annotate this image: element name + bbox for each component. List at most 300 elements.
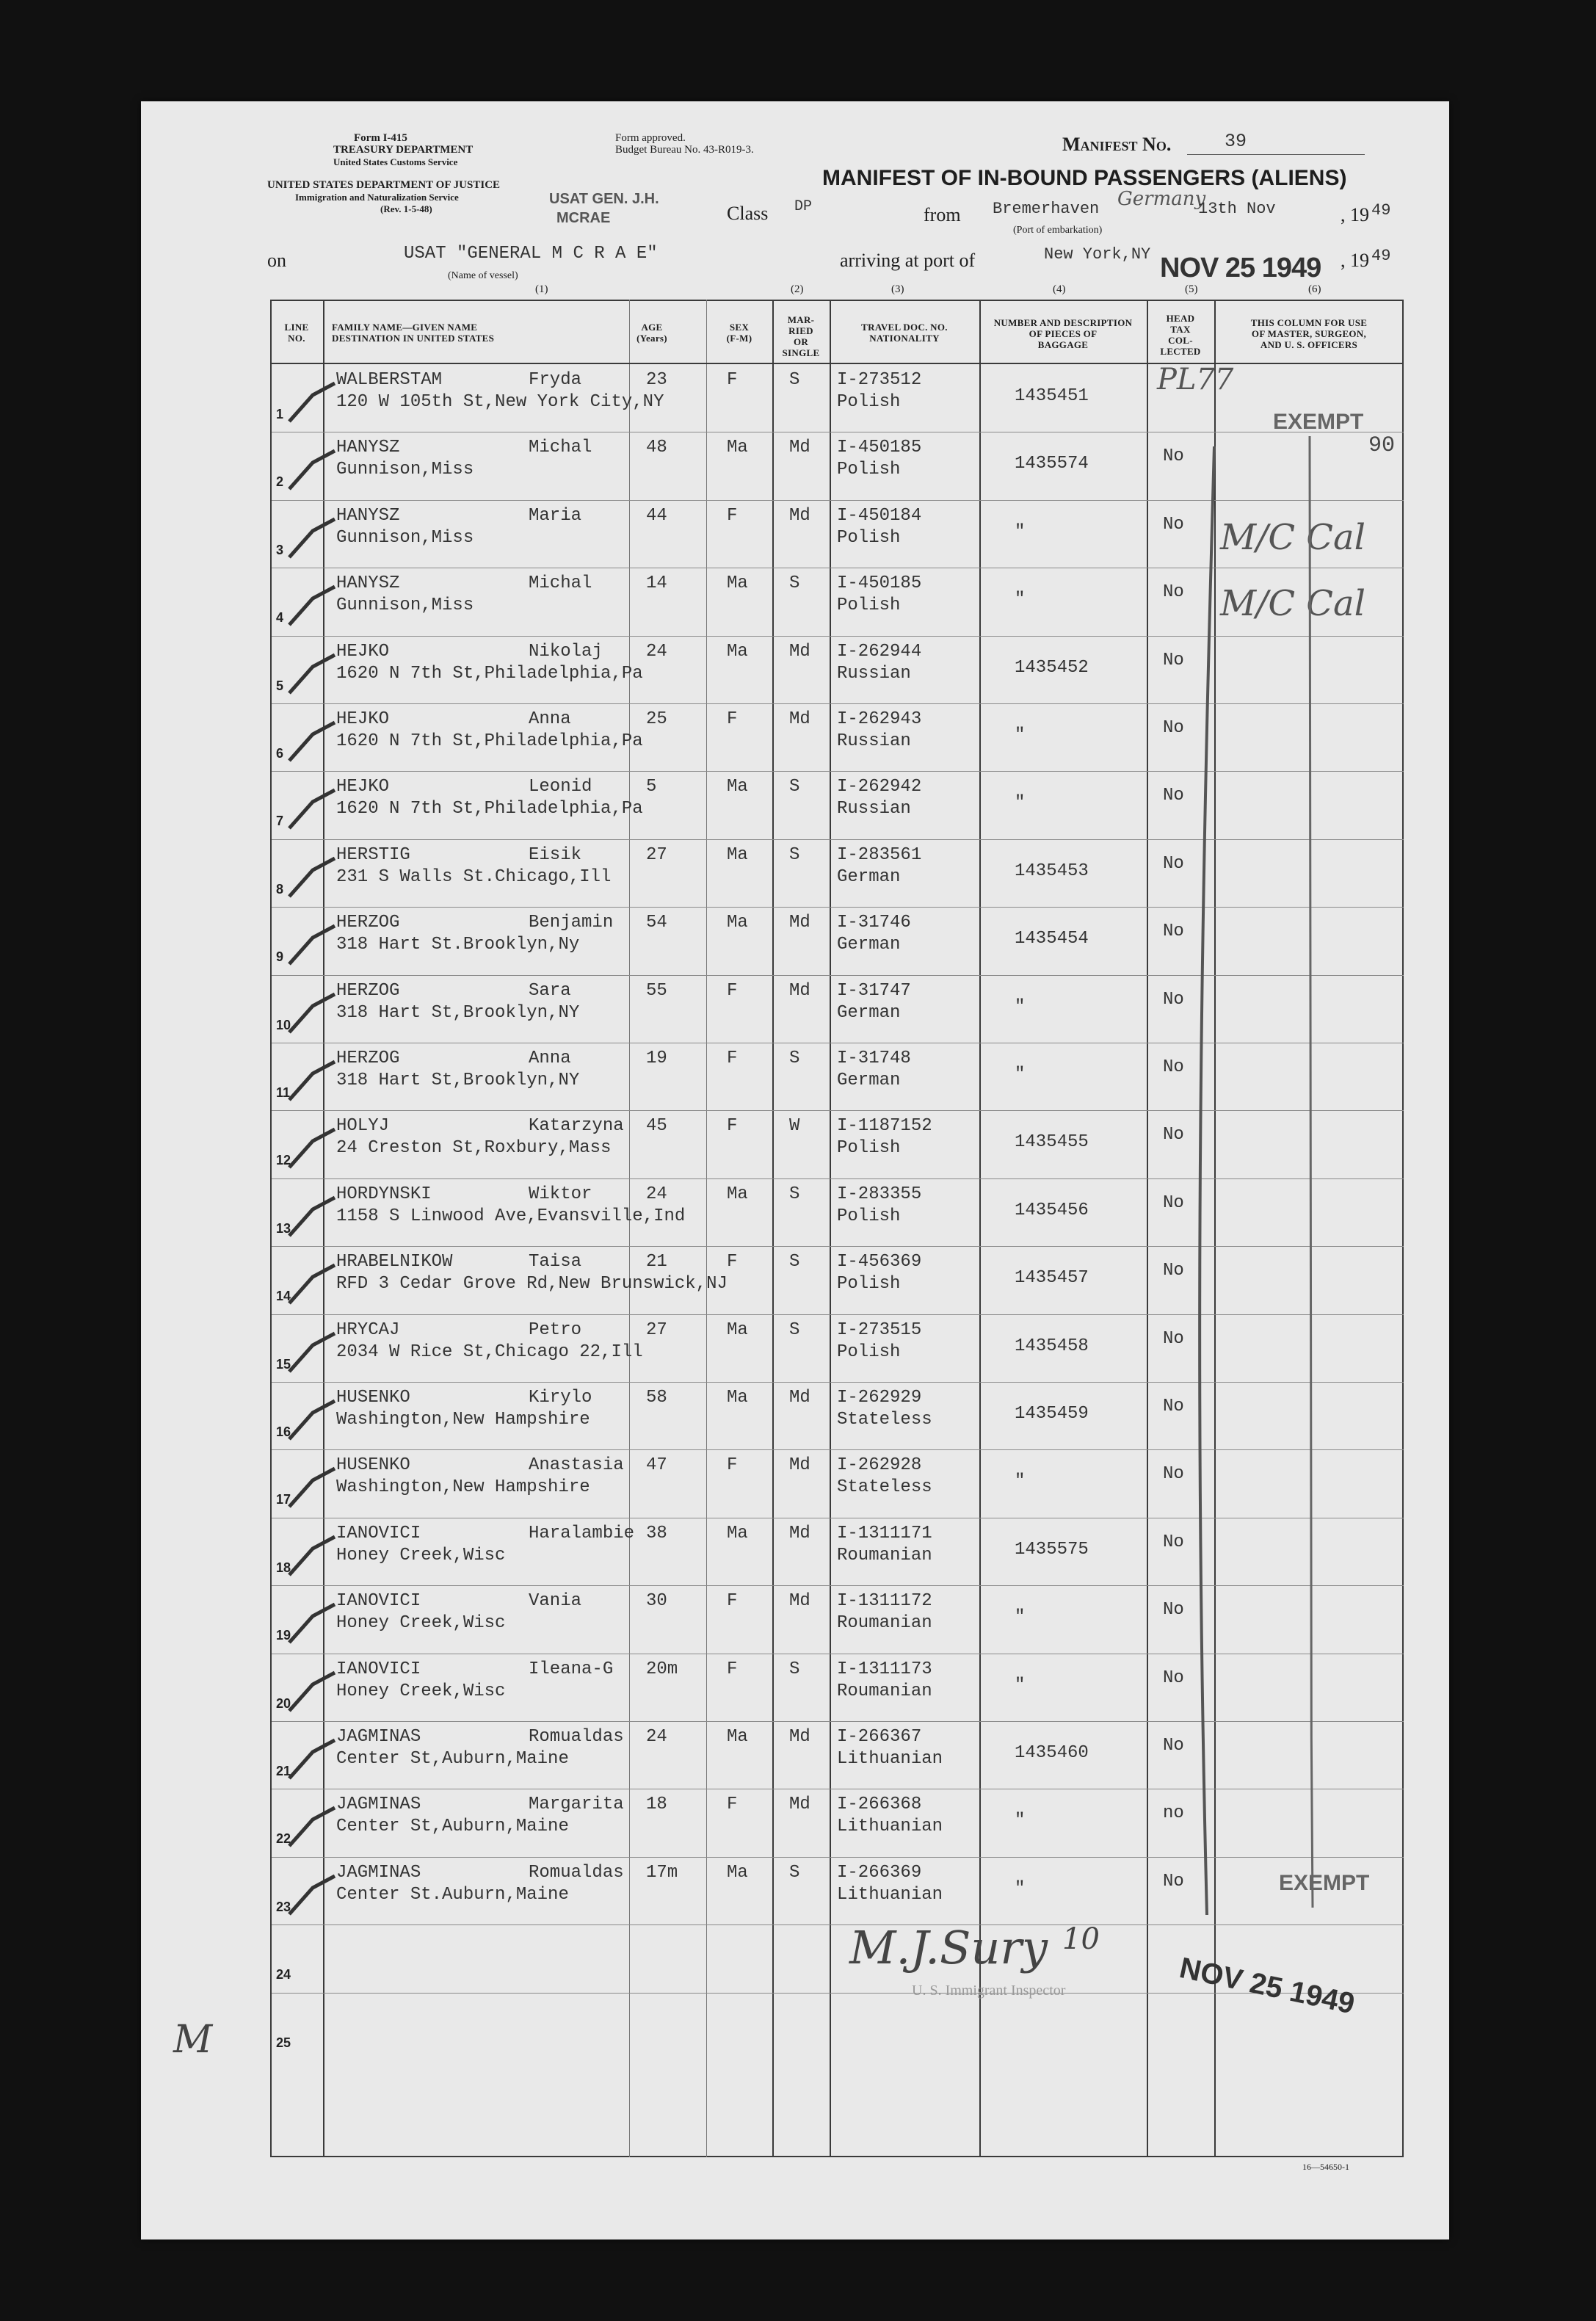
surname: HERSTIG (336, 844, 410, 865)
nationality: Russian (837, 731, 911, 751)
table-row (272, 1789, 1404, 1856)
surname: HANYSZ (336, 573, 400, 594)
sex: F (727, 1116, 738, 1137)
port-embarkation-caption: (Port of embarkation) (1013, 225, 1103, 236)
table-row (272, 1721, 1404, 1789)
nationality: Roumanian (837, 1545, 932, 1565)
destination: Center St.Auburn,Maine (336, 1884, 569, 1905)
nationality: Stateless (837, 1410, 932, 1430)
age: 24 (646, 1184, 667, 1204)
pencil-check-mark (286, 1600, 338, 1644)
col-age: AGE (Years) (636, 322, 667, 344)
sex: Ma (727, 1727, 748, 1747)
pencil-check-mark (286, 990, 338, 1034)
travel-doc-no: I-262928 (837, 1455, 922, 1476)
col-name: FAMILY NAME—GIVEN NAME DESTINATION IN UNITED STATES (332, 322, 495, 344)
baggage: " (1015, 521, 1026, 542)
baggage: 1435460 (1015, 1743, 1089, 1763)
given-name: Michal (529, 573, 592, 594)
table-row (272, 1449, 1404, 1517)
head-tax: No (1163, 921, 1184, 942)
pencil-check-mark (286, 786, 338, 830)
baggage: " (1015, 1811, 1026, 1831)
age: 55 (646, 980, 667, 1001)
given-name: Eisik (529, 844, 582, 865)
surname: IANOVICI (336, 1659, 421, 1679)
sailing-date: 13th Nov (1198, 200, 1276, 218)
line-number: 13 (276, 1220, 291, 1236)
pencil-check-mark (286, 515, 338, 559)
travel-doc-no: I-266369 (837, 1862, 922, 1883)
surname: HUSENKO (336, 1388, 410, 1408)
baggage: " (1015, 1065, 1026, 1085)
surname: JAGMINAS (336, 1727, 421, 1747)
baggage: " (1015, 590, 1026, 610)
col-head-tax: HEAD TAX COL- LECTED (1160, 313, 1201, 357)
form-footer-code: 16—54650-1 (1302, 2162, 1349, 2172)
head-tax: No (1163, 1192, 1184, 1213)
surname: JAGMINAS (336, 1795, 421, 1815)
baggage: " (1015, 996, 1026, 1017)
baggage: 1435457 (1015, 1268, 1089, 1289)
given-name: Haralambie (529, 1523, 635, 1543)
pencil-check-mark (286, 1397, 338, 1441)
baggage: 1435452 (1015, 657, 1089, 678)
marital-status: Md (789, 980, 810, 1001)
baggage: 1435455 (1015, 1132, 1089, 1153)
age: 58 (646, 1388, 667, 1408)
age: 27 (646, 1319, 667, 1340)
justice-dept: UNITED STATES DEPARTMENT OF JUSTICE (267, 179, 501, 191)
head-tax: No (1163, 1328, 1184, 1349)
pencil-check-mark (286, 651, 338, 695)
table-row (272, 1857, 1404, 1924)
nationality: German (837, 1002, 901, 1023)
baggage: " (1015, 1878, 1026, 1899)
line-number: 25 (276, 2035, 291, 2050)
port-embarkation-handwritten: Germany (1117, 188, 1206, 210)
table-row (272, 432, 1404, 499)
destination: 2034 W Rice St,Chicago 22,Ill (336, 1341, 643, 1362)
travel-doc-no: I-456369 (837, 1252, 922, 1272)
table-row (272, 975, 1404, 1043)
table-row (272, 907, 1404, 974)
arriving-label: arriving at port of (840, 250, 976, 271)
given-name: Romualdas (529, 1862, 624, 1883)
nationality: Polish (837, 392, 901, 412)
given-name: Anna (529, 1049, 571, 1068)
marital-status: S (789, 1319, 800, 1340)
vessel-name: USAT "GENERAL M C R A E" (404, 244, 658, 264)
nationality: Polish (837, 527, 901, 548)
marital-status: Md (789, 913, 810, 933)
travel-doc-no: I-450185 (837, 573, 922, 594)
marital-status: S (789, 1252, 800, 1272)
destination: Center St,Auburn,Maine (336, 1817, 569, 1837)
sex: Ma (727, 913, 748, 933)
head-tax: No (1163, 1261, 1184, 1281)
given-name: Taisa (529, 1252, 582, 1272)
nationality: Roumanian (837, 1681, 932, 1701)
sex: F (727, 370, 738, 390)
destination: Honey Creek,Wisc (336, 1545, 506, 1565)
marital-status: Md (789, 1523, 810, 1543)
table-row-empty (272, 1993, 1404, 2060)
line-number: 18 (276, 1560, 291, 1575)
baggage: " (1015, 1675, 1026, 1695)
pencil-check-mark (286, 718, 338, 762)
ins-service: Immigration and Naturalization Service (295, 192, 459, 203)
baggage: 1435574 (1015, 454, 1089, 474)
surname: HERZOG (336, 1049, 400, 1068)
age: 5 (646, 777, 657, 797)
travel-doc-no: I-1311173 (837, 1659, 932, 1679)
baggage: 1435454 (1015, 929, 1089, 949)
line-number: 3 (276, 542, 284, 557)
sex: Ma (727, 1319, 748, 1340)
age: 23 (646, 370, 667, 390)
customs-service: United States Customs Service (333, 156, 458, 167)
pencil-check-mark (286, 1464, 338, 1508)
travel-doc-no: I-262944 (837, 641, 922, 662)
destination: 1620 N 7th St,Philadelphia,Pa (336, 663, 643, 684)
pencil-check-mark (286, 1872, 338, 1916)
age: 30 (646, 1591, 667, 1612)
table-row (272, 636, 1404, 703)
nationality: Lithuanian (837, 1749, 943, 1769)
exempt-stamp-bottom: EXEMPT (1279, 1871, 1370, 1895)
surname: HUSENKO (336, 1455, 410, 1476)
destination: 1620 N 7th St,Philadelphia,Pa (336, 799, 643, 819)
head-tax: No (1163, 1871, 1184, 1891)
given-name: Petro (529, 1319, 582, 1340)
col-num-2: (2) (791, 283, 804, 295)
destination: 318 Hart St,Brooklyn,NY (336, 1002, 580, 1023)
year-label: , 19 (1341, 204, 1369, 225)
destination: 1620 N 7th St,Philadelphia,Pa (336, 731, 643, 751)
sex: F (727, 1591, 738, 1612)
col-num-3: (3) (891, 283, 904, 295)
sex: Ma (727, 573, 748, 594)
table-row (272, 1178, 1404, 1246)
class-value: DP (794, 198, 813, 215)
nationality: Polish (837, 595, 901, 616)
age: 47 (646, 1455, 667, 1476)
marital-status: S (789, 1862, 800, 1883)
nationality: German (837, 1071, 901, 1090)
travel-doc-no: I-262942 (837, 777, 922, 797)
pencil-check-mark (286, 1532, 338, 1576)
surname: HANYSZ (336, 505, 400, 526)
line-number: 11 (276, 1085, 291, 1100)
marital-status: Md (789, 1795, 810, 1815)
sex: F (727, 1252, 738, 1272)
surname: JAGMINAS (336, 1862, 421, 1883)
line-number: 10 (276, 1017, 291, 1032)
baggage: " (1015, 725, 1026, 745)
destination: Honey Creek,Wisc (336, 1613, 506, 1634)
marital-status: Md (789, 1591, 810, 1612)
head-tax: No (1163, 1397, 1184, 1416)
destination: 318 Hart St.Brooklyn,Ny (336, 935, 580, 955)
surname: HOLYJ (336, 1116, 390, 1137)
line-number: 1 (276, 407, 284, 421)
line-number: 21 (276, 1764, 291, 1778)
surname: HERZOG (336, 913, 400, 933)
baggage: 1435575 (1015, 1539, 1089, 1560)
age: 54 (646, 913, 667, 933)
age: 27 (646, 844, 667, 865)
head-tax-handwritten: PL77 (1157, 363, 1234, 397)
table-row (272, 1043, 1404, 1110)
pencil-check-mark (286, 1329, 338, 1373)
travel-doc-no: I-266368 (837, 1795, 922, 1815)
surname: IANOVICI (336, 1523, 421, 1543)
destination: 1158 S Linwood Ave,Evansville,Ind (336, 1206, 686, 1226)
destination: Washington,New Hampshire (336, 1410, 590, 1430)
sex: Ma (727, 1523, 748, 1543)
marital-status: S (789, 1184, 800, 1204)
sex: Ma (727, 1184, 748, 1204)
sex: Ma (727, 777, 748, 797)
surname: HERZOG (336, 980, 400, 1001)
marital-status: S (789, 370, 800, 390)
travel-doc-no: I-262929 (837, 1388, 922, 1408)
baggage: 1435458 (1015, 1336, 1089, 1356)
head-tax: No (1163, 853, 1184, 874)
col-travel-doc: TRAVEL DOC. NO. NATIONALITY (861, 322, 948, 344)
table-row (272, 1382, 1404, 1449)
sex: Ma (727, 1388, 748, 1408)
port-embarkation: Bremerhaven (993, 200, 1100, 218)
destination: Washington,New Hampshire (336, 1477, 590, 1498)
destination: 318 Hart St,Brooklyn,NY (336, 1071, 580, 1090)
nationality: Russian (837, 663, 911, 684)
nationality: German (837, 935, 901, 955)
line-number: 24 (276, 1967, 291, 1983)
budget-bureau: Budget Bureau No. 43-R019-3. (615, 144, 754, 156)
travel-doc-no: I-283561 (837, 844, 922, 865)
age: 24 (646, 641, 667, 662)
travel-doc-no: I-1311172 (837, 1591, 932, 1612)
line-number: 7 (276, 814, 284, 829)
head-tax: No (1163, 1125, 1184, 1145)
col-num-1: (1) (535, 283, 548, 295)
given-name: Margarita (529, 1795, 624, 1815)
head-tax: No (1163, 1668, 1184, 1688)
table-row (272, 703, 1404, 771)
line-number: 2 (276, 474, 284, 490)
col-num-5: (5) (1185, 283, 1198, 295)
head-tax: No (1163, 1464, 1184, 1485)
marital-status: Md (789, 505, 810, 526)
baggage: 1435456 (1015, 1200, 1089, 1220)
manifest-no-label: Manifest No. (1062, 134, 1172, 155)
line-number: 23 (276, 1899, 291, 1914)
marital-status: Md (789, 1388, 810, 1408)
marital-status: Md (789, 1727, 810, 1747)
age: 44 (646, 505, 667, 526)
travel-doc-no: I-266367 (837, 1727, 922, 1747)
given-name: Maria (529, 505, 582, 526)
col-num-4: (4) (1053, 283, 1066, 295)
nationality: Stateless (837, 1477, 932, 1498)
travel-doc-no: I-1187152 (837, 1116, 932, 1137)
col-officers: THIS COLUMN FOR USE OF MASTER, SURGEON, AND U. S. OFFICERS (1250, 317, 1368, 350)
sex: Ma (727, 641, 748, 662)
pencil-check-mark (286, 1125, 338, 1169)
surname: HEJKO (336, 709, 390, 729)
age: 14 (646, 573, 667, 594)
year2-label: , 19 (1341, 250, 1369, 271)
head-tax: No (1163, 718, 1184, 738)
age: 25 (646, 709, 667, 729)
table-row (272, 1654, 1404, 1721)
age: 21 (646, 1252, 667, 1272)
age: 48 (646, 438, 667, 458)
head-tax: No (1163, 514, 1184, 535)
line-number: 17 (276, 1492, 291, 1507)
nationality: Polish (837, 1206, 901, 1226)
surname: HANYSZ (336, 438, 400, 458)
nationality: Polish (837, 1138, 901, 1159)
head-tax: No (1163, 582, 1184, 603)
baggage: 1435453 (1015, 861, 1089, 881)
line-number: 12 (276, 1153, 291, 1168)
line-number: 16 (276, 1424, 291, 1439)
baggage: 1435459 (1015, 1404, 1089, 1424)
inspector-caption: U. S. Immigrant Inspector (912, 1983, 1066, 1999)
destination: Gunnison,Miss (336, 527, 474, 548)
baggage: " (1015, 1607, 1026, 1628)
class-label: Class (727, 203, 769, 224)
given-name: Wiktor (529, 1184, 592, 1204)
age: 45 (646, 1116, 667, 1137)
marital-status: S (789, 573, 800, 594)
inspection-date-stamp: NOV 25 1949 (1176, 1952, 1358, 2021)
year2-value: 49 (1371, 247, 1391, 265)
arrival-date-stamp: NOV 25 1949 (1160, 253, 1321, 283)
surname: HRABELNIKOW (336, 1252, 453, 1272)
table-row (272, 1110, 1404, 1178)
marital-status: Md (789, 709, 810, 729)
line-number: 8 (276, 881, 284, 897)
nationality: Polish (837, 460, 901, 480)
age: 19 (646, 1049, 667, 1068)
table-row (272, 1246, 1404, 1314)
given-name: Katarzyna (529, 1116, 624, 1137)
travel-doc-no: I-273515 (837, 1319, 922, 1340)
table-row (272, 364, 1404, 432)
travel-doc-no: I-31748 (837, 1049, 911, 1068)
revision: (Rev. 1-5-48) (380, 203, 432, 214)
sex: Ma (727, 1862, 748, 1883)
pencil-check-mark (286, 379, 338, 423)
travel-doc-no: I-273512 (837, 370, 922, 390)
marital-status: S (789, 844, 800, 865)
head-tax: no (1163, 1803, 1184, 1824)
surname: HEJKO (336, 777, 390, 797)
nationality: Lithuanian (837, 1884, 943, 1905)
nationality: Polish (837, 1341, 901, 1362)
mc-cal-handwritten: M/C Cal (1220, 517, 1365, 558)
destination: 231 S Walls St.Chicago,Ill (336, 866, 612, 887)
surname: HEJKO (336, 641, 390, 662)
from-label: from (924, 204, 961, 225)
destination: Center St,Auburn,Maine (336, 1749, 569, 1769)
line-number: 4 (276, 610, 284, 626)
treasury-dept: TREASURY DEPARTMENT (333, 144, 474, 156)
mc-cal-handwritten-2: M/C Cal (1220, 583, 1365, 624)
sex: F (727, 980, 738, 1001)
manifest-page (141, 101, 1449, 2239)
arrival-port: New York,NY (1044, 245, 1151, 264)
given-name: Nikolaj (529, 641, 603, 662)
vessel-caption: (Name of vessel) (448, 270, 518, 281)
pencil-check-mark (286, 446, 338, 490)
marital-status: Md (789, 438, 810, 458)
col-line: LINE NO. (284, 322, 309, 344)
col-sex: SEX (F-M) (726, 322, 752, 344)
given-name: Benjamin (529, 913, 614, 933)
pencil-check-mark (286, 1057, 338, 1101)
given-name: Fryda (529, 370, 582, 390)
nationality: Russian (837, 799, 911, 819)
age: 18 (646, 1795, 667, 1815)
sex: F (727, 505, 738, 526)
given-name: Anna (529, 709, 571, 729)
surname: HORDYNSKI (336, 1184, 432, 1204)
baggage: " (1015, 1471, 1026, 1492)
marital-status: S (789, 777, 800, 797)
head-tax: No (1163, 1057, 1184, 1077)
age: 17m (646, 1862, 678, 1883)
table-row (272, 1518, 1404, 1585)
surname: WALBERSTAM (336, 370, 443, 390)
travel-doc-no: I-450184 (837, 505, 922, 526)
table-row (272, 1314, 1404, 1382)
sex: F (727, 1659, 738, 1679)
ship-stamp-2: MCRAE (556, 210, 611, 226)
pencil-check-mark (286, 1736, 338, 1780)
pencil-check-mark (286, 1668, 338, 1712)
travel-doc-no: I-450185 (837, 438, 922, 458)
nationality: Roumanian (837, 1613, 932, 1634)
marital-status: S (789, 1049, 800, 1068)
destination: 120 W 105th St,New York City,NY (336, 392, 664, 412)
margin-mark: M (173, 2018, 213, 2062)
sex: Ma (727, 438, 748, 458)
sex: F (727, 709, 738, 729)
given-name: Anastasia (529, 1455, 624, 1476)
baggage: " (1015, 793, 1026, 814)
head-tax: No (1163, 786, 1184, 806)
destination: 24 Creston St,Roxbury,Mass (336, 1138, 612, 1159)
marital-status: Md (789, 641, 810, 662)
given-name: Kirylo (529, 1388, 592, 1408)
head-tax: No (1163, 1532, 1184, 1552)
manifest-no: 39 (1225, 131, 1247, 152)
table-row (272, 771, 1404, 839)
age: 20m (646, 1659, 678, 1679)
year-value: 49 (1371, 201, 1391, 220)
destination: Honey Creek,Wisc (336, 1681, 506, 1701)
surname: IANOVICI (336, 1591, 421, 1612)
age: 38 (646, 1523, 667, 1543)
age: 24 (646, 1727, 667, 1747)
given-name: Sara (529, 980, 571, 1001)
form-number: Form I-415 (354, 132, 407, 144)
